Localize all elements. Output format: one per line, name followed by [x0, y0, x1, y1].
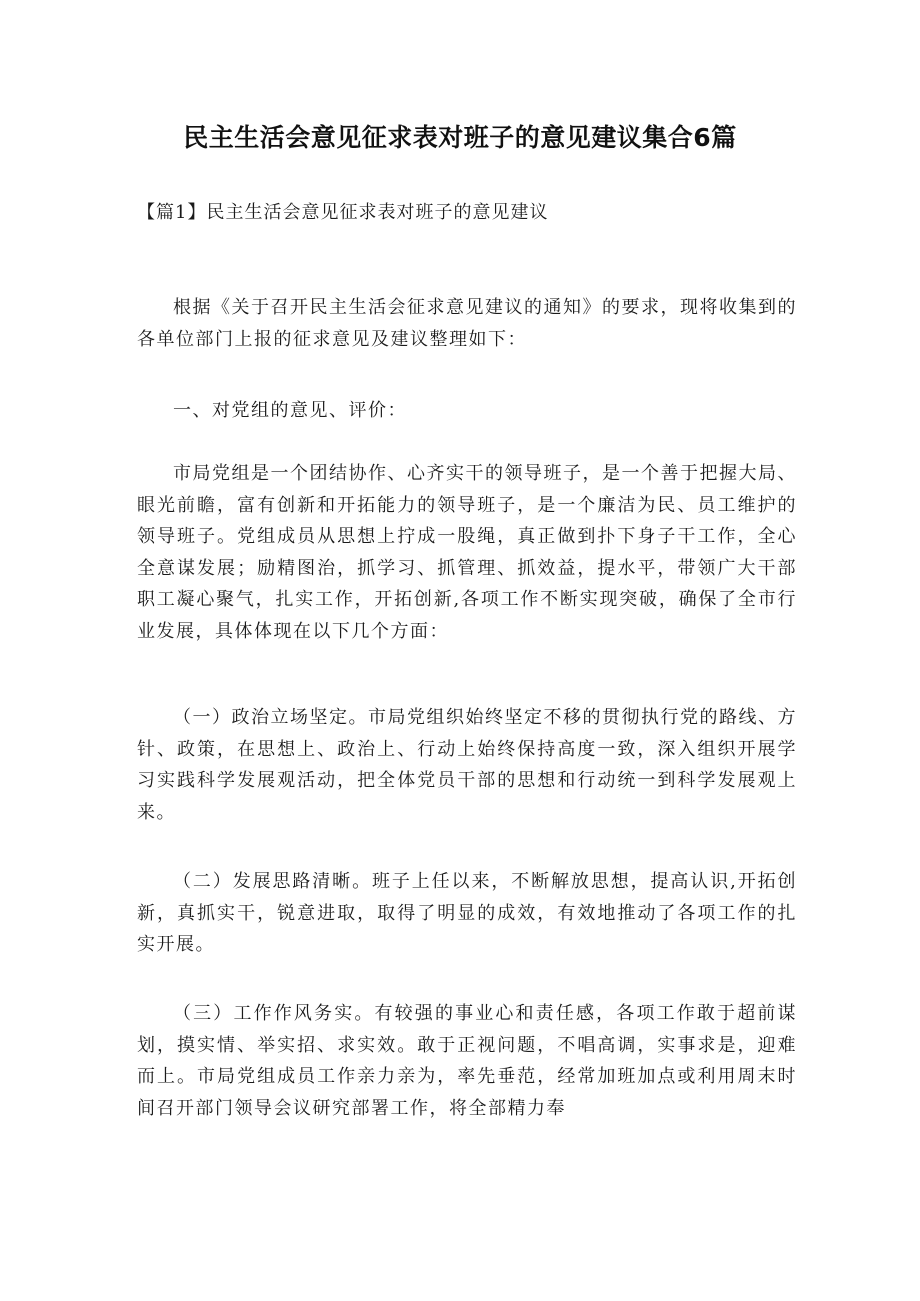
paragraph-item-1: （一）政治立场坚定。市局党组织始终坚定不移的贯彻执行党的路线、方针、政策，在思想上、政治上、行动上始终保持高度一致，深入组织开展学习实践科学发展观活动，把全体党员干部的思想和行动统一到科学发展观上来。 [137, 707, 797, 823]
paragraph-intro: 根据《关于召开民主生活会征求意见建议的通知》的要求，现将收集到的各单位部门上报的征求意见及建议整理如下： [137, 297, 797, 350]
paragraph-item-3: （三）工作作风务实。有较强的事业心和责任感，各项工作敢于超前谋划，摸实情、举实招、求实效。敢于正视问题，不唱高调，实事求是，迎难而上。市局党组成员工作亲力亲为，率先垂范，经常加班加点或利用周末时间召开部门领导会议研究部署工作，将全部精力奉 [137, 1003, 797, 1119]
document-title: 民主生活会意见征求表对班子的意见建议集合6篇 [183, 123, 737, 152]
paragraph-evaluation: 市局党组是一个团结协作、心齐实干的领导班子，是一个善于把握大局、眼光前瞻，富有创新和开拓能力的领导班子，是一个廉洁为民、员工维护的领导班子。党组成员从思想上拧成一股绳，真正做到扑下身子干工作，全心全意谋发展；励精图治，抓学习、抓管理、抓效益，提水平，带领广大干部职工凝心聚气，扎实工作，开拓创新,各项工作不断实现突破，确保了全市行业发展，具体体现在以下几个方面： [137, 463, 797, 642]
paragraph-subheading: 一、对党组的意见、评价： [173, 400, 407, 421]
paragraph-item-2: （二）发展思路清晰。班子上任以来，不断解放思想，提高认识,开拓创新，真抓实干，锐意进取，取得了明显的成效，有效地推动了各项工作的扎实开展。 [137, 871, 797, 956]
section-heading: 【篇1】民主生活会意见征求表对班子的意见建议 [137, 202, 549, 223]
